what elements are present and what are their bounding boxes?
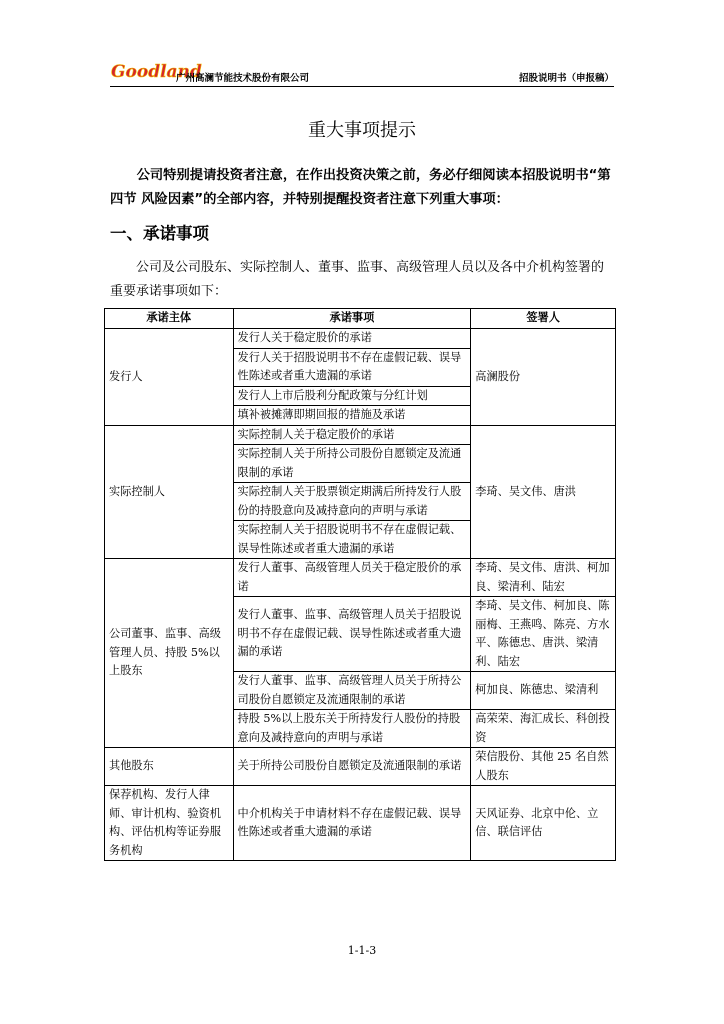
item-cell: 发行人董事、高级管理人员关于稳定股价的承诺 [233, 559, 471, 597]
table-row [105, 559, 616, 597]
subject-cell: 保荐机构、发行人律师、审计机构、验资机构、评估机构等证券服务机构 [105, 786, 234, 861]
item-cell: 发行人关于招股说明书不存在虚假记载、误导性陈述或者重大遗漏的承诺 [233, 348, 471, 386]
item-cell: 发行人董事、监事、高级管理人员关于所持公司股份自愿锁定及流通限制的承诺 [233, 672, 471, 710]
company-name: 广州高澜节能技术股份有限公司 [176, 73, 310, 84]
item-cell: 发行人董事、监事、高级管理人员关于招股说明书不存在虚假记载、误导性陈述或者重大遗漏的承诺 [233, 597, 471, 672]
signer-cell: 荣信股份、其他 25 名自然人股东 [471, 748, 616, 786]
item-cell: 持股 5%以上股东关于所持发行人股份的持股意向及减持意向的声明与承诺 [233, 710, 471, 748]
item-cell: 实际控制人关于招股说明书不存在虚假记载、误导性陈述或者重大遗漏的承诺 [233, 521, 471, 559]
column-header: 承诺主体 [105, 309, 234, 329]
signer-cell: 李琦、吴文伟、唐洪 [471, 425, 616, 559]
signer-cell: 高澜股份 [471, 329, 616, 426]
table-row [105, 748, 616, 786]
intro-paragraph: 公司及公司股东、实际控制人、董事、监事、高级管理人员以及各中介机构签署的重要承诺事项如下： [110, 260, 605, 299]
item-cell: 实际控制人关于所持公司股份自愿锁定及流通限制的承诺 [233, 445, 471, 483]
signer-cell: 高荣荣、海汇成长、科创投资 [471, 710, 616, 748]
page-header [110, 58, 614, 88]
header-divider [110, 86, 614, 87]
logo-text: Goodland [111, 62, 202, 82]
table-row [105, 786, 616, 861]
column-header: 签署人 [471, 309, 616, 329]
column-header: 承诺事项 [233, 309, 471, 329]
item-cell: 中介机构关于申请材料不存在虚假记载、误导性陈述或者重大遗漏的承诺 [233, 786, 471, 861]
commitment-table [104, 308, 616, 861]
document-type: 招股说明书（申报稿） [518, 73, 614, 84]
subject-cell: 其他股东 [105, 748, 234, 786]
signer-cell: 李琦、吴文伟、唐洪、柯加良、梁清利、陆宏 [471, 559, 616, 597]
company-logo [110, 58, 202, 84]
signer-cell: 柯加良、陈德忠、梁清利 [471, 672, 616, 710]
subject-cell: 发行人 [105, 329, 234, 426]
page-number: 1-1-3 [347, 944, 377, 957]
item-cell: 填补被摊薄即期回报的措施及承诺 [233, 406, 471, 426]
table-header-row [105, 309, 616, 329]
section-heading: 一、承诺事项 [110, 224, 209, 243]
subject-cell: 公司董事、监事、高级管理人员、持股 5%以上股东 [105, 559, 234, 748]
item-cell: 实际控制人关于稳定股价的承诺 [233, 425, 471, 445]
signer-cell: 天风证券、北京中伦、立信、联信评估 [471, 786, 616, 861]
table-row [105, 425, 616, 445]
page-title: 重大事项提示 [308, 120, 416, 141]
risk-notice: 公司特别提请投资者注意，在作出投资决策之前，务必仔细阅读本招股说明书“第四节 风险因素”的全部内容，并特别提醒投资者注意下列重大事项： [110, 168, 611, 207]
item-cell: 关于所持公司股份自愿锁定及流通限制的承诺 [233, 748, 471, 786]
signer-cell: 李琦、吴文伟、柯加良、陈丽梅、王燕鸣、陈亮、方水平、陈德忠、唐洪、梁清利、陆宏 [471, 597, 616, 672]
item-cell: 发行人上市后股利分配政策与分红计划 [233, 386, 471, 406]
item-cell: 发行人关于稳定股价的承诺 [233, 329, 471, 349]
subject-cell: 实际控制人 [105, 425, 234, 559]
item-cell: 实际控制人关于股票锁定期满后所持发行人股份的持股意向及减持意向的声明与承诺 [233, 483, 471, 521]
table-row [105, 329, 616, 349]
